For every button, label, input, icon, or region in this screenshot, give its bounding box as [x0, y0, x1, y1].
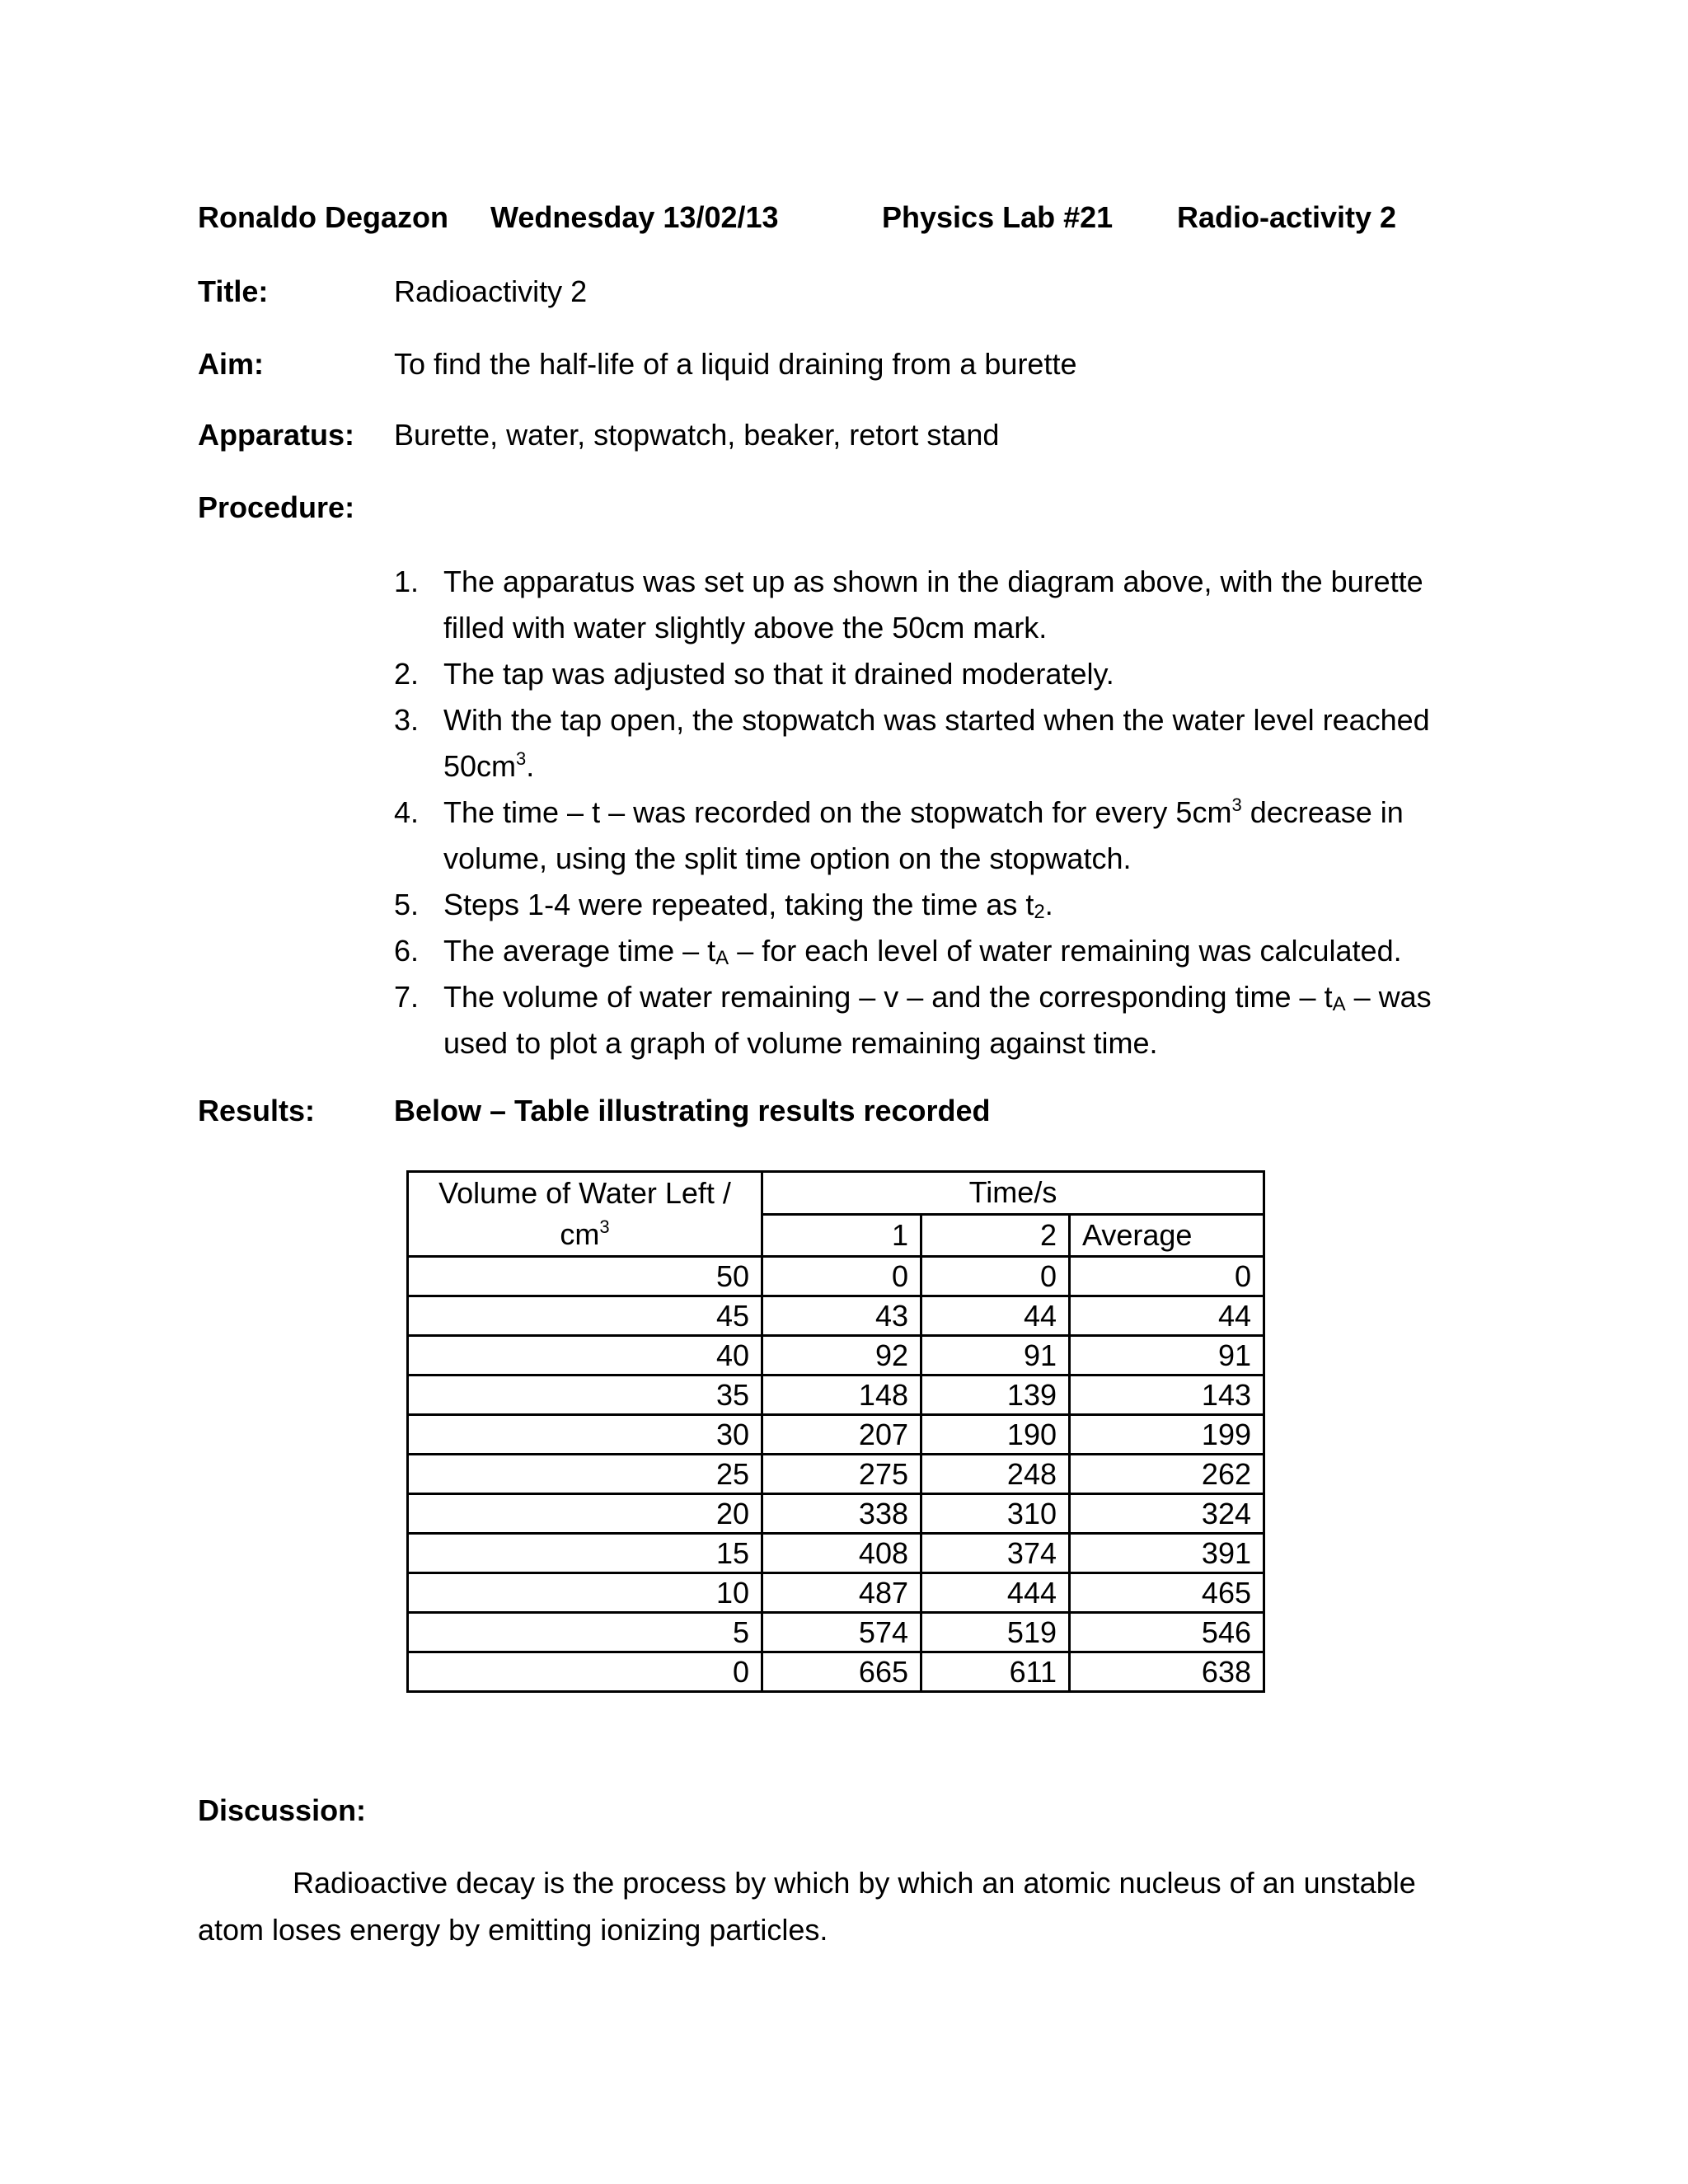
table-header-row — [408, 1172, 1264, 1215]
apparatus-value: Burette, water, stopwatch, beaker, retort stand — [394, 418, 1000, 452]
trial-1-header: 1 — [762, 1214, 921, 1257]
time-1-cell: 275 — [762, 1455, 921, 1494]
time-2-cell: 310 — [921, 1494, 1070, 1534]
table-row — [408, 1376, 1264, 1415]
time-2-cell: 44 — [921, 1296, 1070, 1336]
average-cell: 465 — [1070, 1573, 1264, 1613]
apparatus-label: Apparatus: — [198, 418, 355, 452]
step-number: 3. — [394, 703, 420, 737]
step-text: The tap was adjusted so that it drained moderately. — [443, 657, 1114, 691]
aim-value: To find the half-life of a liquid draining from a burette — [394, 347, 1077, 381]
volume-cell: 15 — [408, 1534, 762, 1573]
volume-column-header: Volume of Water Left / $cm^3$ — [408, 1172, 762, 1257]
table-row — [408, 1296, 1264, 1336]
average-cell: 44 — [1070, 1296, 1264, 1336]
table-row — [408, 1257, 1264, 1296]
table-row — [408, 1613, 1264, 1652]
aim-label: Aim: — [198, 347, 264, 381]
time-2-cell: 611 — [921, 1652, 1070, 1692]
procedure-label: Procedure: — [198, 490, 355, 524]
procedure-step — [394, 559, 1490, 651]
time-2-cell: 519 — [921, 1613, 1070, 1652]
title-value: Radioactivity 2 — [394, 274, 588, 308]
procedure-step — [394, 882, 1490, 928]
discussion-label: Discussion: — [198, 1793, 367, 1827]
lab-number: Physics Lab #21 — [882, 200, 1114, 234]
trial-2-header: 2 — [921, 1214, 1070, 1257]
step-number: 7. — [394, 980, 420, 1014]
results-caption: Below – Table illustrating results recorded — [394, 1094, 991, 1127]
report-date: Wednesday 13/02/13 — [490, 200, 779, 234]
procedure-step — [394, 790, 1490, 882]
step-text: The time – t – was recorded on the stopwatch for every $5cm^3$ decrease in volume, using the split time option on the stopwatch. — [443, 794, 1404, 875]
time-1-cell: 43 — [762, 1296, 921, 1336]
step-number: 4. — [394, 795, 420, 829]
table-row — [408, 1534, 1264, 1573]
procedure-step — [394, 651, 1490, 697]
volume-cell: 40 — [408, 1336, 762, 1376]
table-row — [408, 1573, 1264, 1613]
table-row — [408, 1415, 1264, 1455]
title-label: Title: — [198, 274, 269, 308]
step-text: The average time – $t_A$ – for each level of water remaining was calculated. — [443, 934, 1402, 969]
step-number: 1. — [394, 565, 420, 598]
average-cell: 199 — [1070, 1415, 1264, 1455]
time-2-cell: 248 — [921, 1455, 1070, 1494]
time-1-cell: 487 — [762, 1573, 921, 1613]
time-column-header: Time/s — [762, 1172, 1264, 1215]
average-cell: 638 — [1070, 1652, 1264, 1692]
time-1-cell: 0 — [762, 1257, 921, 1296]
time-2-cell: 444 — [921, 1573, 1070, 1613]
average-cell: 143 — [1070, 1376, 1264, 1415]
time-1-cell: 148 — [762, 1376, 921, 1415]
time-2-cell: 139 — [921, 1376, 1070, 1415]
procedure-step — [394, 928, 1490, 974]
step-text: The apparatus was set up as shown in the diagram above, with the burette filled with water slightly above the 50cm mark. — [443, 565, 1423, 644]
time-1-cell: 92 — [762, 1336, 921, 1376]
time-1-cell: 574 — [762, 1613, 921, 1652]
step-text: Steps 1-4 were repeated, taking the time as $t_2$. — [443, 888, 1053, 923]
results-table — [406, 1170, 1265, 1693]
average-cell: 391 — [1070, 1534, 1264, 1573]
average-cell: 262 — [1070, 1455, 1264, 1494]
volume-cell: 20 — [408, 1494, 762, 1534]
table-row — [408, 1652, 1264, 1692]
author-name: Ronaldo Degazon — [198, 200, 448, 234]
volume-cell: 25 — [408, 1455, 762, 1494]
volume-cell: 45 — [408, 1296, 762, 1336]
procedure-step — [394, 697, 1490, 790]
discussion-line-1: Radioactive decay is the process by which by which an atomic nucleus of an unstable — [293, 1866, 1416, 1900]
time-2-cell: 91 — [921, 1336, 1070, 1376]
average-cell: 0 — [1070, 1257, 1264, 1296]
time-1-cell: 207 — [762, 1415, 921, 1455]
step-number: 2. — [394, 657, 420, 691]
step-text: With the tap open, the stopwatch was started when the water level reached $50cm^3$. — [443, 703, 1430, 783]
volume-cell: 35 — [408, 1376, 762, 1415]
average-header: Average — [1070, 1214, 1264, 1257]
report-topic: Radio-activity 2 — [1177, 200, 1397, 234]
average-cell: 91 — [1070, 1336, 1264, 1376]
results-label: Results: — [198, 1094, 316, 1127]
volume-cell: 50 — [408, 1257, 762, 1296]
time-2-cell: 0 — [921, 1257, 1070, 1296]
average-cell: 324 — [1070, 1494, 1264, 1534]
time-1-cell: 408 — [762, 1534, 921, 1573]
time-2-cell: 190 — [921, 1415, 1070, 1455]
discussion-line-2: atom loses energy by emitting ionizing particles. — [198, 1913, 828, 1947]
step-number: 6. — [394, 934, 420, 968]
table-row — [408, 1455, 1264, 1494]
step-text: The volume of water remaining – v – and the corresponding time – $t_A$ – was used to plot a graph of volume remaining against time. — [443, 980, 1432, 1060]
time-1-cell: 338 — [762, 1494, 921, 1534]
procedure-step — [394, 974, 1490, 1066]
volume-cell: 10 — [408, 1573, 762, 1613]
table-row — [408, 1336, 1264, 1376]
time-1-cell: 665 — [762, 1652, 921, 1692]
volume-cell: 30 — [408, 1415, 762, 1455]
volume-cell: 5 — [408, 1613, 762, 1652]
table-row — [408, 1494, 1264, 1534]
volume-cell: 0 — [408, 1652, 762, 1692]
step-number: 5. — [394, 888, 420, 921]
time-2-cell: 374 — [921, 1534, 1070, 1573]
average-cell: 546 — [1070, 1613, 1264, 1652]
